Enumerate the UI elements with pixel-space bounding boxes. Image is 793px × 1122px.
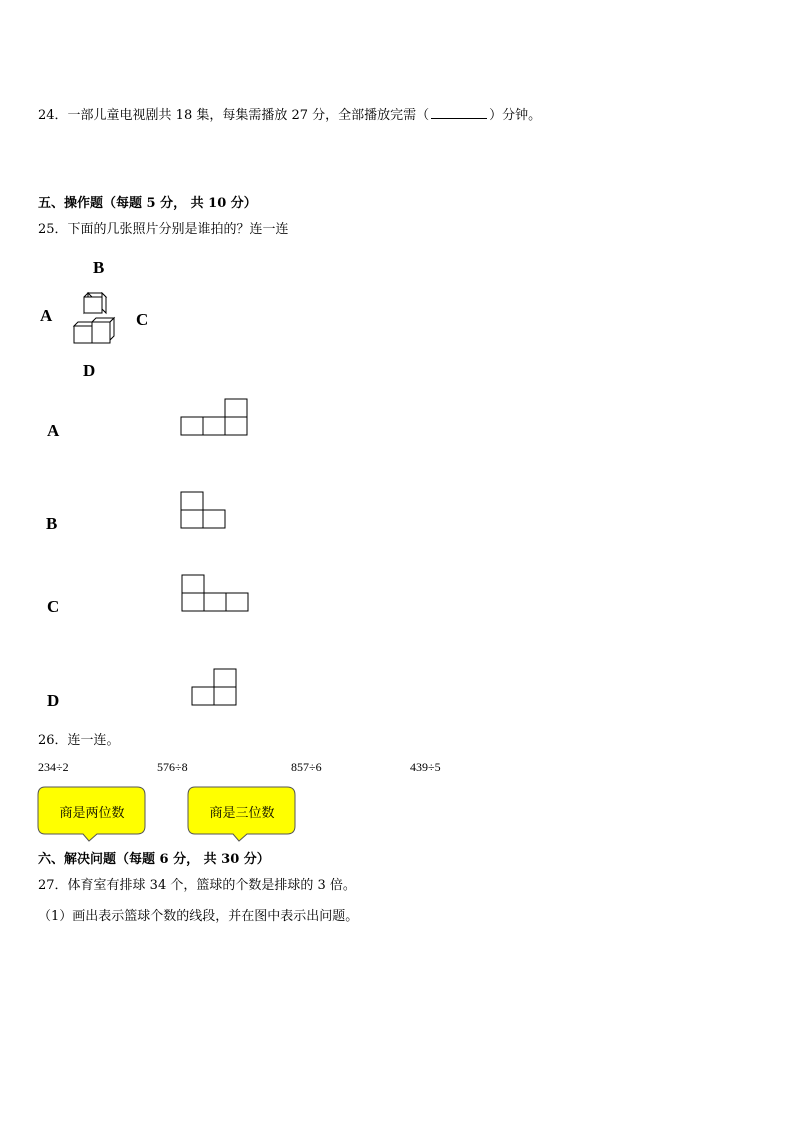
cube-label-bottom: D xyxy=(83,361,96,380)
question-27-text: 27．体育室有排球 34 个，篮球的个数是排球的 3 倍。 xyxy=(38,878,356,893)
cube-label-left: A xyxy=(40,306,53,325)
question-27-part-1: （1）画出表示篮球个数的线段，并在图中表示出问题。 xyxy=(38,909,359,924)
expression-4: 439÷5 xyxy=(410,760,441,774)
expression-3: 857÷6 xyxy=(291,760,322,774)
expression-2: 576÷8 xyxy=(157,760,188,774)
stacked-cubes-figure xyxy=(70,292,122,346)
photo-c-view xyxy=(181,574,251,614)
photo-label-c: C xyxy=(47,597,60,616)
question-25-text: 25．下面的几张照片分别是谁拍的？连一连 xyxy=(38,222,289,237)
section-6-title: 六、解决问题（每题 6 分， 共 30 分） xyxy=(38,852,270,867)
answer-blank[interactable] xyxy=(431,106,487,119)
question-24-text: 24．一部儿童电视剧共 18 集，每集需播放 27 分，全部播放完需（ xyxy=(38,108,430,123)
photo-label-a: A xyxy=(47,421,60,440)
photo-a-view xyxy=(180,398,250,438)
bubble-three-digit-quotient[interactable] xyxy=(187,786,297,842)
expression-1: 234÷2 xyxy=(38,760,69,774)
photo-label-d: D xyxy=(47,691,60,710)
cube-label-right: C xyxy=(136,310,149,329)
bubble-two-digit-label: 商是两位数 xyxy=(59,806,125,821)
question-26-text: 26．连一连。 xyxy=(38,733,120,748)
bubble-two-digit-quotient[interactable] xyxy=(37,786,147,842)
section-5-title: 五、操作题（每题 5 分， 共 10 分） xyxy=(38,196,257,211)
photo-d-view xyxy=(191,668,239,708)
cube-label-top: B xyxy=(93,258,105,277)
question-24 xyxy=(38,104,541,123)
question-24-suffix: ）分钟。 xyxy=(489,108,542,123)
photo-b-view xyxy=(180,491,228,531)
photo-label-b: B xyxy=(46,514,58,533)
bubble-three-digit-label: 商是三位数 xyxy=(209,806,275,821)
